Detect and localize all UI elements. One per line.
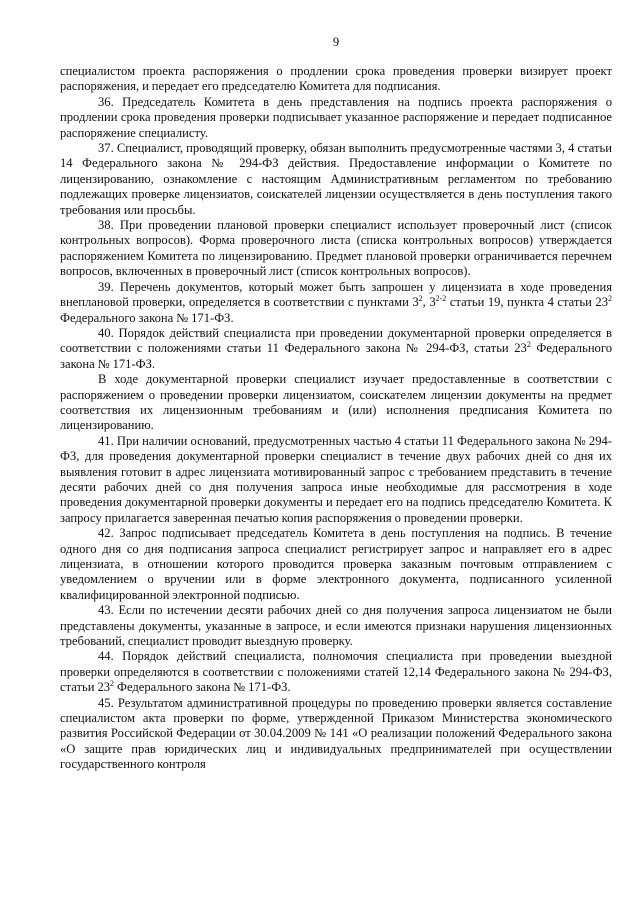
paragraph-35-continuation: специалистом проекта распоряжения о продлении срока проведения проверки визирует проект распоряжения, и передает его председателю Комитета для подписания. <box>60 64 612 94</box>
paragraph-40-text-b: Федерального закона № 171-ФЗ. <box>60 341 612 371</box>
paragraph-44-text-a: 44. Порядок действий специалиста, полномочия специалиста при проведении выездной проверки определяются в соответствии с положениями статей 12,14 Федерального закона № 294-ФЗ, статьи 23 <box>60 649 612 695</box>
paragraph-38: 38. При проведении плановой проверки специалист использует проверочный лист (список контрольных вопросов). Форма проверочного листа (списка контрольных вопросов) утверждается распоряжением Комитета по лицензированию. Предмет плановой проверки ограничивается перечнем вопросов, включенных в проверочный лист (список контрольных вопросов). <box>60 218 612 279</box>
paragraph-39-text-a: 39. Перечень документов, который может быть запрошен у лицензиата в ходе проведения внеплановой проверки, определяется в соответствии с пунктами 3 <box>60 279 612 310</box>
paragraph-45: 45. Результатом административной процедуры по проведению проверки является составление специалистом акта проверки по форме, утвержденной Приказом Министерства экономического развития Российской Федерации от 30.04.2009 № 141 «О реализации положений Федерального закона «О защите прав юридических лиц и индивидуальных предпринимателей при осуществлении государственного контроля <box>60 695 612 772</box>
paragraph-42: 42. Запрос подписывает председатель Комитета в день поступления на подпись. В течение одного дня со дня подписания запроса специалист регистрирует запрос и направляет его в адрес лицензиата, в отношении которого проводится проверка заказным почтовым отправлением с уведомлением о вручении или в форме электронного документа, подписанного усиленной квалифицированной электронной подписью. <box>60 526 612 602</box>
paragraph-40-documentary-check: В ходе документарной проверки специалист изучает предоставленные в соответствии с распоряжением о проведении проверки лицензиатом, соискателем лицензии документы на предмет соответствия их лицензионным требованиям и (или) исполнения предписания Комитета по лицензированию. <box>60 372 612 433</box>
superscript: 2-2 <box>435 293 447 303</box>
document-page <box>60 34 612 902</box>
paragraph-40-text-a: 40. Порядок действий специалиста при проведении документарной проверки определяется в соответствии с положениями статьи 11 Федерального закона № 294-ФЗ, статьи 23 <box>60 325 612 356</box>
paragraph-44 <box>60 649 612 695</box>
paragraph-39-text-c: статьи 19, пункта 4 статьи 23 <box>446 295 609 310</box>
page-number: 9 <box>332 35 340 49</box>
paragraph-39-text-d: Федерального закона № 171-ФЗ. <box>60 310 234 325</box>
superscript: 2 <box>110 679 115 689</box>
paragraph-43: 43. Если по истечении десяти рабочих дней со дня получения запроса лицензиатом не были представлены документы, указанные в запросе, и если имеются признаки нарушения лицензионных требований, специалист проводит выездную проверку. <box>60 603 612 649</box>
paragraph-37: 37. Специалист, проводящий проверку, обязан выполнить предусмотренные частями 3, 4 статьи 14 Федерального закона № 294-ФЗ действия. Предоставление информации о Комитете по лицензированию, ознакомление с настоящим Административным регламентом по требованию подлежащих проверке лицензиатов, соискателей лицензии осуществляется в день поступления такого требования или просьбы. <box>60 141 612 217</box>
document-body <box>60 64 612 773</box>
paragraph-44-text-b: Федерального закона № 171-ФЗ. <box>114 680 291 695</box>
superscript: 2 <box>526 340 531 350</box>
superscript: 2 <box>418 293 423 303</box>
paragraph-39 <box>60 280 612 326</box>
paragraph-41: 41. При наличии оснований, предусмотренных частью 4 статьи 11 Федерального закона № 294-ФЗ, для проведения документарной проверки специалист в течение двух рабочих дней со дня их выявления готовит в адрес лицензиата мотивированный запрос с требованием представить в течение десяти рабочих дней со дня получения запроса иные необходимые для рассмотрения в ходе проведения документарной проверки документы и передает его на подпись председателю Комитета. К запросу прилагается заверенная печатью копия распоряжения о проведении проверки. <box>60 433 612 525</box>
paragraph-40 <box>60 326 612 372</box>
paragraph-39-text-b: , 3 <box>422 295 436 310</box>
superscript: 2 <box>608 293 612 303</box>
paragraph-36: 36. Председатель Комитета в день представления на подпись проекта распоряжения о продлении срока проведения проверки подписывает указанное распоряжение и передает подписанное распоряжение специалисту. <box>60 94 612 140</box>
